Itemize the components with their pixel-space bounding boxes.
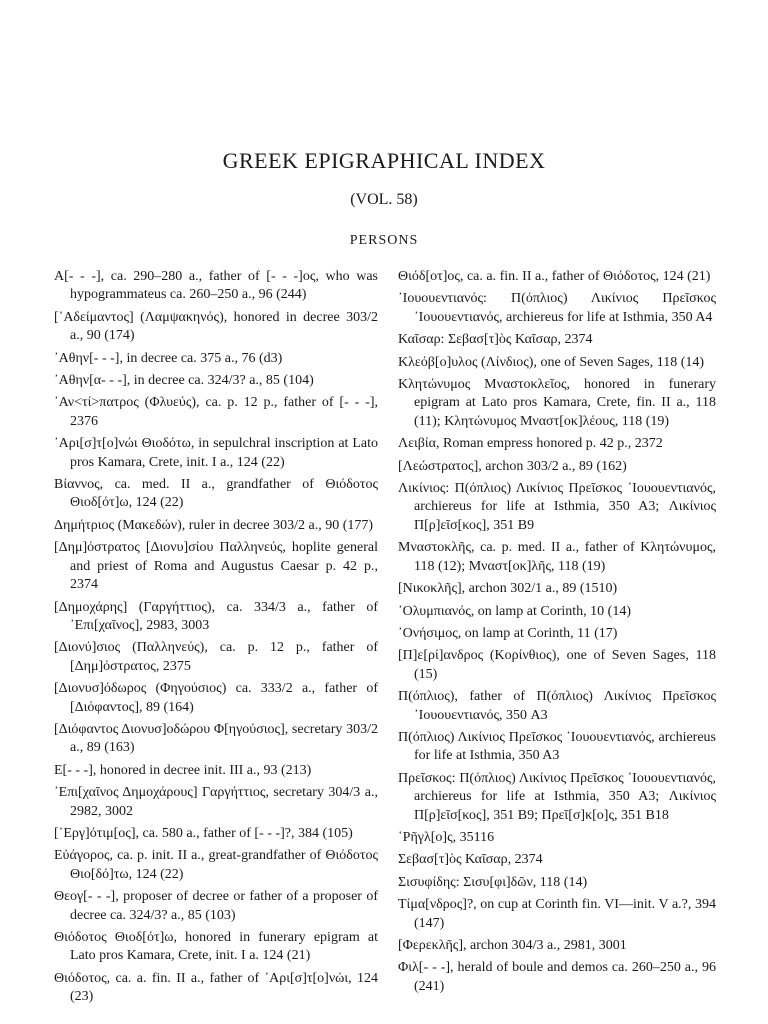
index-entry: Κλητώνυμος Μναστοκλεῖος, honored in funerary epigram at Lato pros Kamara, Crete, fin. II a., 118 (11); Κλητώνυμος Μναστ[οκ]λέους, 118 (19) — [398, 377, 716, 429]
index-entry: [Δημ]όστρατος [Διονυ]σίου Παλληνεύς, hoplite general and priest of Roma and Augustus Caesar p. 42 p., 2374 — [54, 540, 378, 593]
index-entry: [Φερεκλῆς], archon 304/3 a., 2981, 3001 — [398, 938, 627, 953]
index-entry: [᾽Αδείμαντος] (Λαμψακηνός), honored in decree 303/2 a., 90 (174) — [54, 309, 378, 344]
index-entry: ᾽Ιουουεντιανός: Π(όπλιος) Λικίνιος Πρεῖσκος ᾽Ιουουεντιανός, archiereus for life at Isthmia, 350 A4 — [398, 291, 716, 325]
index-entry: Δημήτριος (Μακεδών), ruler in decree 303/2 a., 90 (177) — [54, 517, 374, 533]
index-entry: Καῖσαρ: Σεβασ[τ]ὸς Καῖσαρ, 2374 — [398, 332, 593, 348]
index-entry: Σεβασ[τ]ὸς Καῖσαρ, 2374 — [398, 852, 543, 868]
index-entry: ῾Ρῆγλ[ο]ς, 35116 — [398, 829, 495, 845]
index-entry: [Διόφαντος Διονυσ]οδώρου Φ[ηγούσιος], secretary 303/2 a., 89 (163) — [54, 721, 378, 756]
index-entry: Θιόδοτος, ca. a. fin. II a., father of ᾽Αρι[σ]τ[ο]νώι, 124 (23) — [54, 970, 378, 1005]
index-entry: Ε[- - -], honored in decree init. III a., 93 (213) — [54, 762, 312, 778]
index-entry: Σισυφίδης: Σισυ[φι]δῶν, 118 (14) — [398, 874, 588, 890]
index-entry: Θιόδ[οτ]ος, ca. a. fin. II a., father of Θιόδοτος, 124 (21) — [398, 269, 711, 284]
index-entry: Εὐάγορος, ca. p. init. II a., great-grandfather of Θιόδοτος Θιο[δό]τω, 124 (22) — [54, 848, 378, 882]
index-entry: Μναστοκλῆς, ca. p. med. II a., father of Κλητώνυμος, 118 (12); Μναστ[οκ]λῆς, 118 (19) — [398, 540, 716, 574]
index-entry: Λειβία, Roman empress honored p. 42 p., 2372 — [398, 436, 663, 452]
index-entry: ᾽Αρι[σ]τ[ο]νώι Θιοδότω, in sepulchral inscription at Lato pros Kamara, Crete, init. I a., 124 (22) — [54, 436, 378, 470]
index-entry: Φιλ[- - -], herald of boule and demos ca. 260–250 a., 96 (241) — [398, 960, 716, 994]
index-entry: ᾽Αν<τί>πατρος (Φλυεύς), ca. p. 12 p., father of [- - -], 2376 — [54, 395, 378, 429]
index-entry: [Λεώστρατος], archon 303/2 a., 89 (162) — [398, 458, 627, 474]
index-column-right — [398, 268, 716, 1000]
index-entry: ᾽Ονήσιμος, on lamp at Corinth, 11 (17) — [398, 625, 618, 641]
section-heading: PERSONS — [349, 233, 419, 248]
index-entry: ᾽Επι[χαῖνος Δημοχάρους] Γαργήττιος, secretary 304/3 a., 2982, 3002 — [54, 785, 378, 819]
index-entry: Θιόδοτος Θιοδ[ότ]ω, honored in funerary epigram at Lato pros Kamara, Crete, init. I a. 124 (21) — [54, 930, 378, 964]
index-entry: [Διονυσ]όδωρος (Φηγούσιος) ca. 333/2 a., father of [Διόφαντος], 89 (164) — [54, 681, 378, 715]
index-entry: [Π]ε[ρί]ανδρος (Κορίνθιος), one of Seven Sages, 118 (15) — [398, 648, 716, 682]
index-entry: [Δημοχάρης] (Γαργήττιος), ca. 334/3 a., father of ᾽Επι[χαῖνος], 2983, 3003 — [54, 599, 378, 633]
index-entry: ᾽Αθην[α- - -], in decree ca. 324/3? a., 85 (104) — [54, 373, 314, 389]
index-column-left — [54, 268, 378, 1011]
index-entry: Τίμα[νδρος]?, on cup at Corinth fin. VI—init. V a.?, 394 (147) — [398, 897, 716, 931]
index-entry: Θεογ[- - -], proposer of decree or father of a proposer of decree ca. 324/3? a., 85 (103) — [54, 889, 378, 923]
index-entry: Π(όπλιος), father of Π(όπλιος) Λικίνιος Πρεῖσκος ᾽Ιουουεντιανός, 350 A3 — [398, 689, 716, 723]
index-entry: Λικίνιος: Π(όπλιος) Λικίνιος Πρεῖσκος ᾽Ιουουεντιανός, archiereus for life at Isthmia, 350 A3; Λικίνιος Π[ρ]εῖσ[κος], 351 B9 — [398, 481, 716, 533]
page-title: GREEK EPIGRAPHICAL INDEX — [222, 148, 546, 173]
index-entry: Πρεῖσκος: Π(όπλιος) Λικίνιος Πρεῖσκος ᾽Ιουουεντιανός, archiereus for life at Isthmia, 350 A3; Λικίνιος Π[ρ]εῖσ[κος], 351 B9; Πρεῖ[σ]κ[ο]ς, 351 B18 — [398, 770, 716, 823]
index-entry: Κλεόβ[ο]υλος (Λίνδιος), one of Seven Sages, 118 (14) — [398, 354, 705, 370]
index-entry: [Νικοκλῆς], archon 302/1 a., 89 (1510) — [398, 581, 618, 597]
index-entry: Α[- - -], ca. 290–280 a., father of [- - -]ος, who was hypogrammateus ca. 260–250 a., 96 (244) — [54, 269, 378, 303]
index-entry: ᾽Αθην[- - -], in decree ca. 375 a., 76 (d3) — [54, 350, 283, 366]
index-entry: Βίαννος, ca. med. II a., grandfather of Θιόδοτος Θιοδ[ότ]ω, 124 (22) — [54, 477, 378, 511]
index-entry: [Διονύ]σιος (Παλληνεύς), ca. p. 12 p., father of [Δημ]όστρατος, 2375 — [54, 640, 378, 674]
index-entry: Π(όπλιος) Λικίνιος Πρεῖσκος ᾽Ιουουεντιανός, archiereus for life at Isthmia, 350 A3 — [398, 729, 716, 764]
volume-label: (VOL. 58) — [350, 191, 418, 208]
index-entry: [᾽Εργ]ότιμ[ος], ca. 580 a., father of [- - -]?, 384 (105) — [54, 825, 353, 841]
index-entry: ᾽Ολυμπιανός, on lamp at Corinth, 10 (14) — [398, 603, 631, 619]
